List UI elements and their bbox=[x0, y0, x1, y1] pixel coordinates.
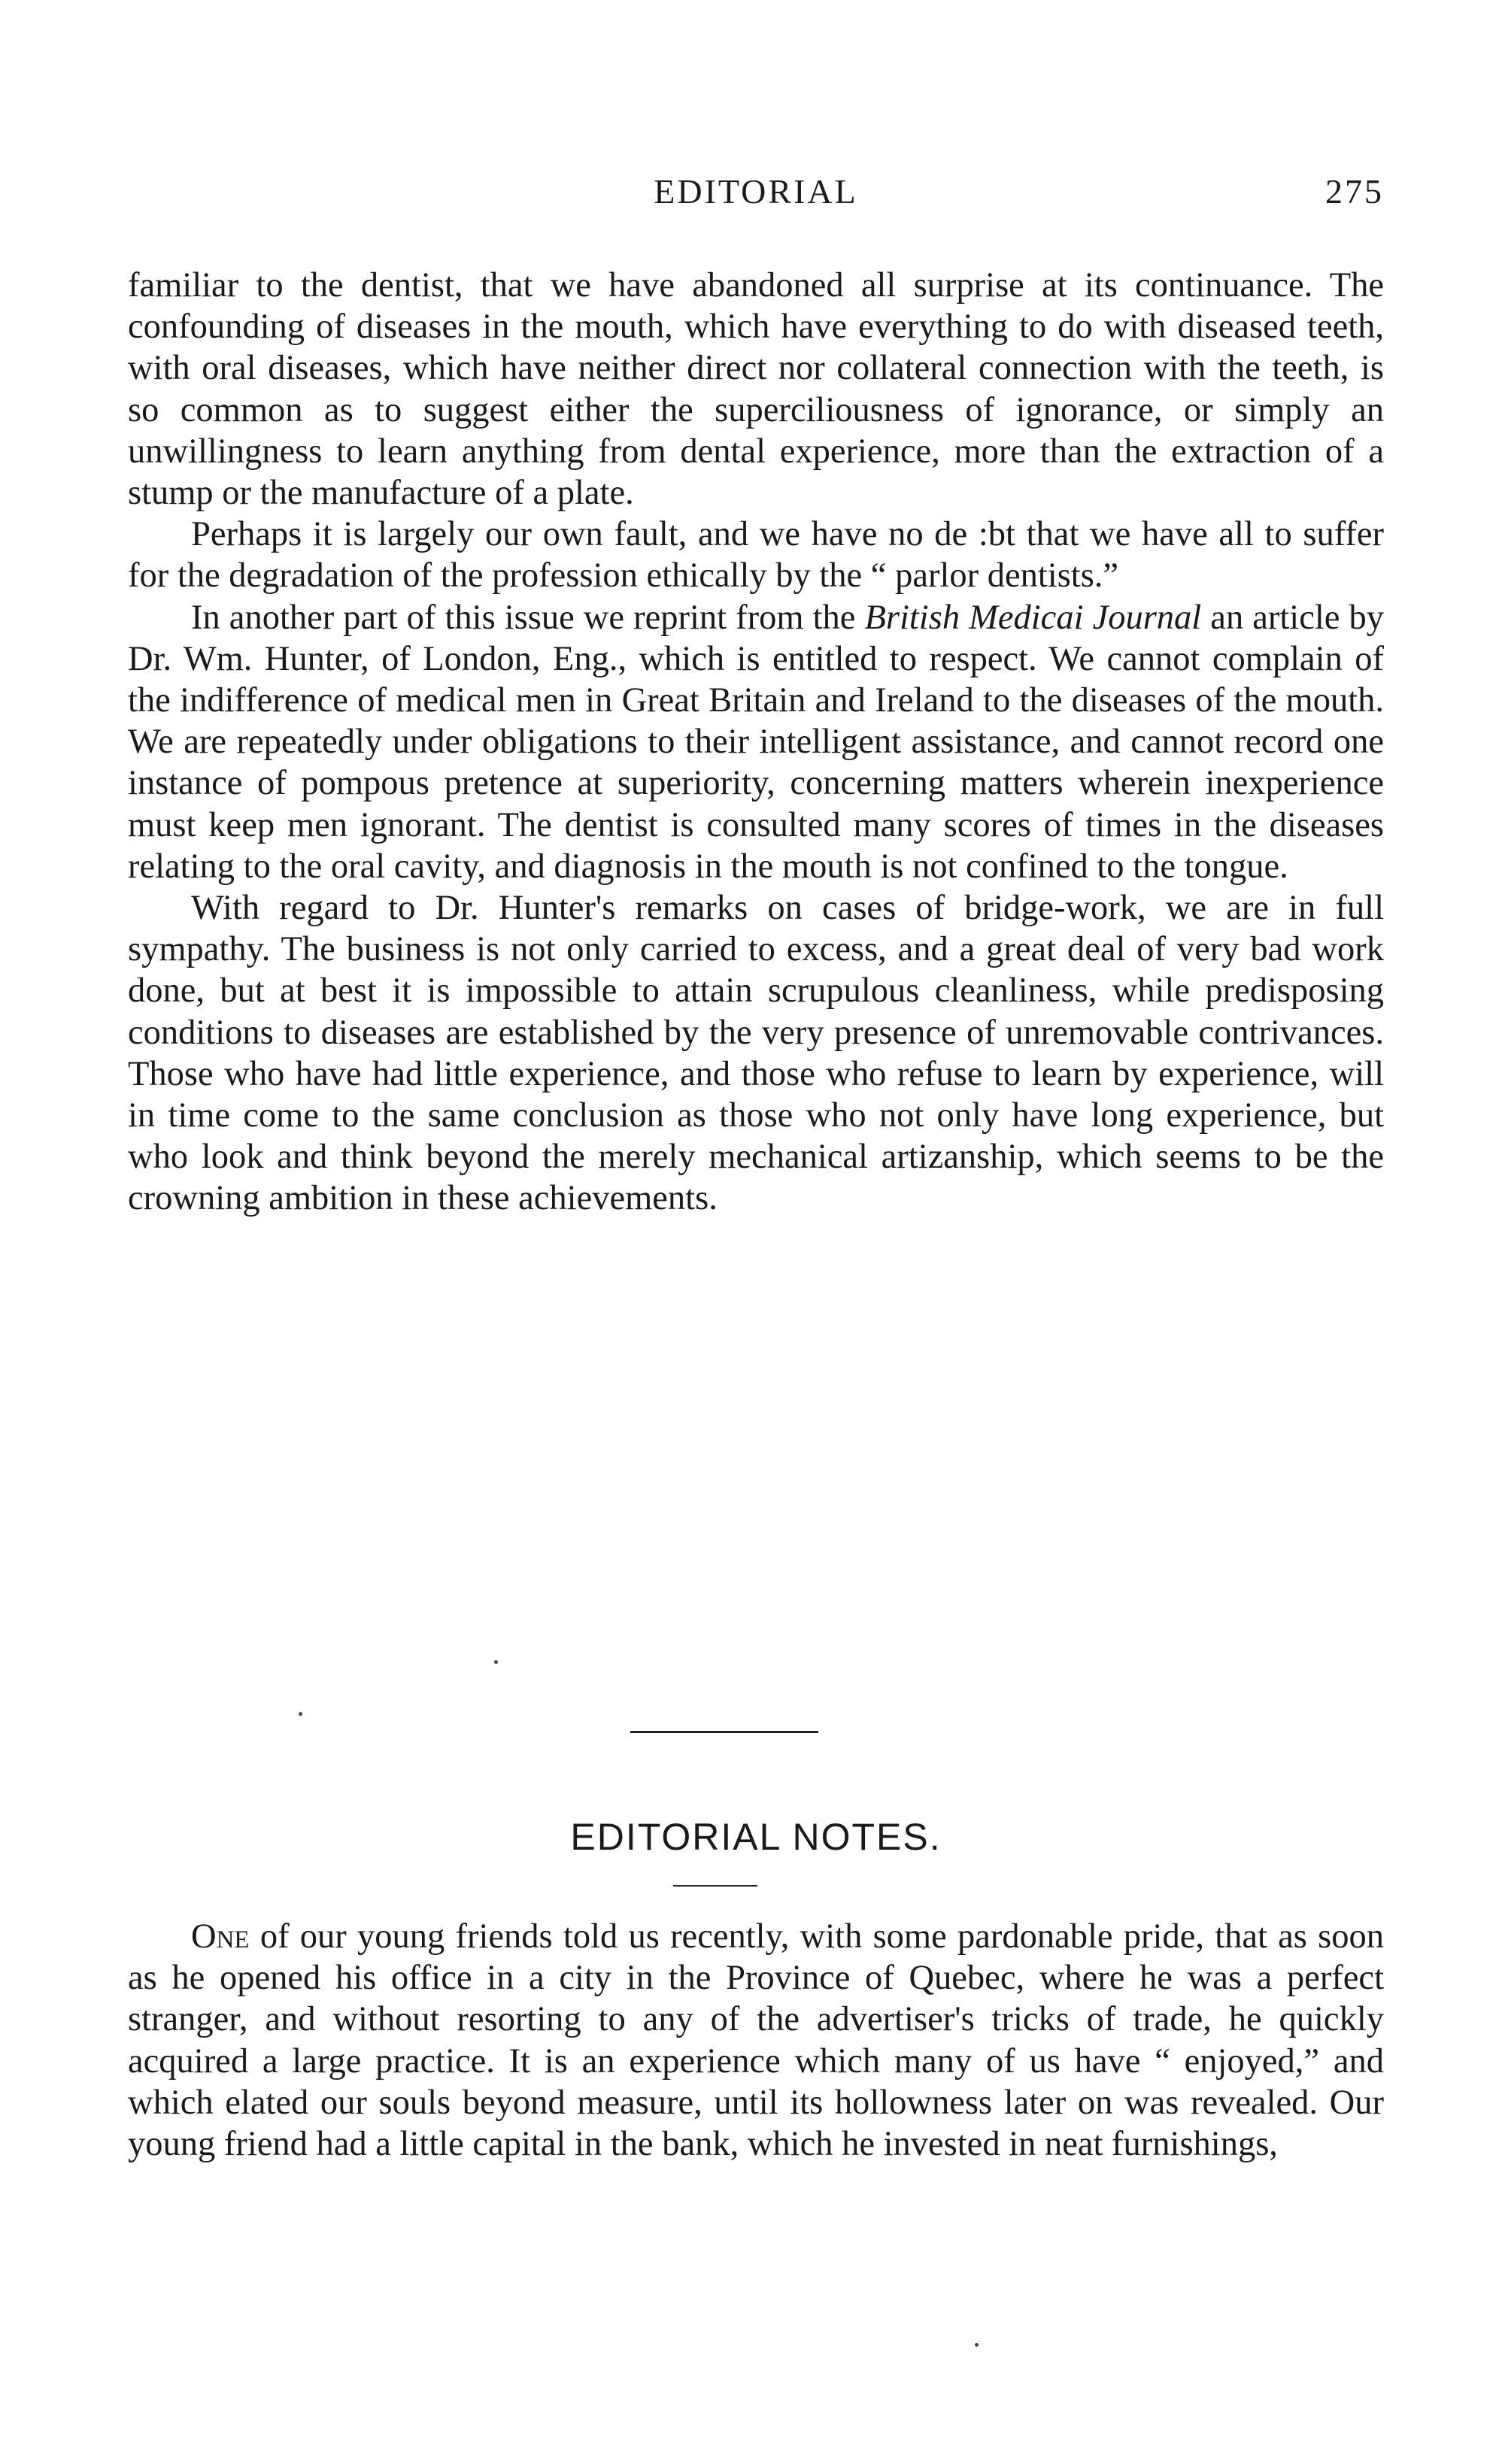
article-text: In another part of this issue we reprint from the bbox=[191, 598, 865, 637]
print-speck bbox=[494, 1660, 498, 1664]
opening-word: One bbox=[191, 1917, 250, 1956]
article-paragraph: familiar to the dentist, that we have abandoned all surprise at its continuance. The confounding of diseases in the mouth, which have everything to do with diseased teeth, with oral diseases, which have neither direct nor collateral connection with the teeth, is so common as to suggest either the superciliousness of ignorance, or simply an unwillingness to learn anything from dental experience, more than the extraction of a stump or the manufacture of a plate. bbox=[128, 266, 1384, 513]
article-text: an article by Dr. Wm. Hunter, of London, Eng., which is entitled to respect. We cannot complain of the indifference of medical men in Great Britain and Ireland to the diseases of the mouth. We are repeatedly under obligations to their intelligent assistance, and cannot record one instance of pompous pretence at superiority, concerning matters wherein inexperience must keep men ignorant. The dentist is consulted many scores of times in the diseases relating to the oral cavity, and diagnosis in the mouth is not confined to the tongue. bbox=[128, 598, 1384, 886]
section-divider bbox=[630, 1731, 818, 1733]
section-title: EDITORIAL NOTES. bbox=[570, 1816, 942, 1858]
running-head bbox=[128, 171, 1384, 217]
editorial-article bbox=[128, 265, 1384, 1220]
notes-paragraph bbox=[128, 1916, 1384, 2165]
print-speck bbox=[975, 2343, 979, 2347]
page-number: 275 bbox=[1325, 172, 1384, 211]
notes-text: of our young friends told us recently, with some pardonable pride, that as soon as he opened his office in a city in the Province of Quebec, where he was a perfect stranger, and without resorting to any of the advertiser's tricks of trade, he quickly acquired a large practice. It is an experience which many of us have “ enjoyed,” and which elated our souls beyond measure, until its hollowness later on was revealed. Our young friend had a little capital in the bank, which he invested in neat furnishings, bbox=[128, 1917, 1384, 2164]
article-paragraph: With regard to Dr. Hunter's remarks on cases of bridge-work, we are in full sympathy. The business is not only carried to excess, and a great deal of very bad work done, but at best it is impossible to attain scrupulous cleanliness, while predisposing conditions to diseases are established by the very presence of unremovable contrivances. Those who have had little experience, and those who refuse to learn by experience, will in time come to the same conclusion as those who not only have long experience, but who look and think beyond the merely mechanical artizanship, which seems to be the crowning ambition in these achievements. bbox=[128, 889, 1384, 1218]
print-speck bbox=[299, 1712, 302, 1716]
editorial-notes bbox=[128, 1916, 1384, 2165]
article-paragraph: Perhaps it is largely our own fault, and we have no de :bt that we have all to suffer for the degradation of the profession ethically by the “ parlor dentists.” bbox=[128, 515, 1384, 596]
journal-title: British Medicai Journal bbox=[864, 598, 1202, 637]
title-underline bbox=[673, 1885, 757, 1887]
running-head-title: EDITORIAL bbox=[654, 172, 858, 211]
article-paragraph bbox=[128, 597, 1384, 887]
